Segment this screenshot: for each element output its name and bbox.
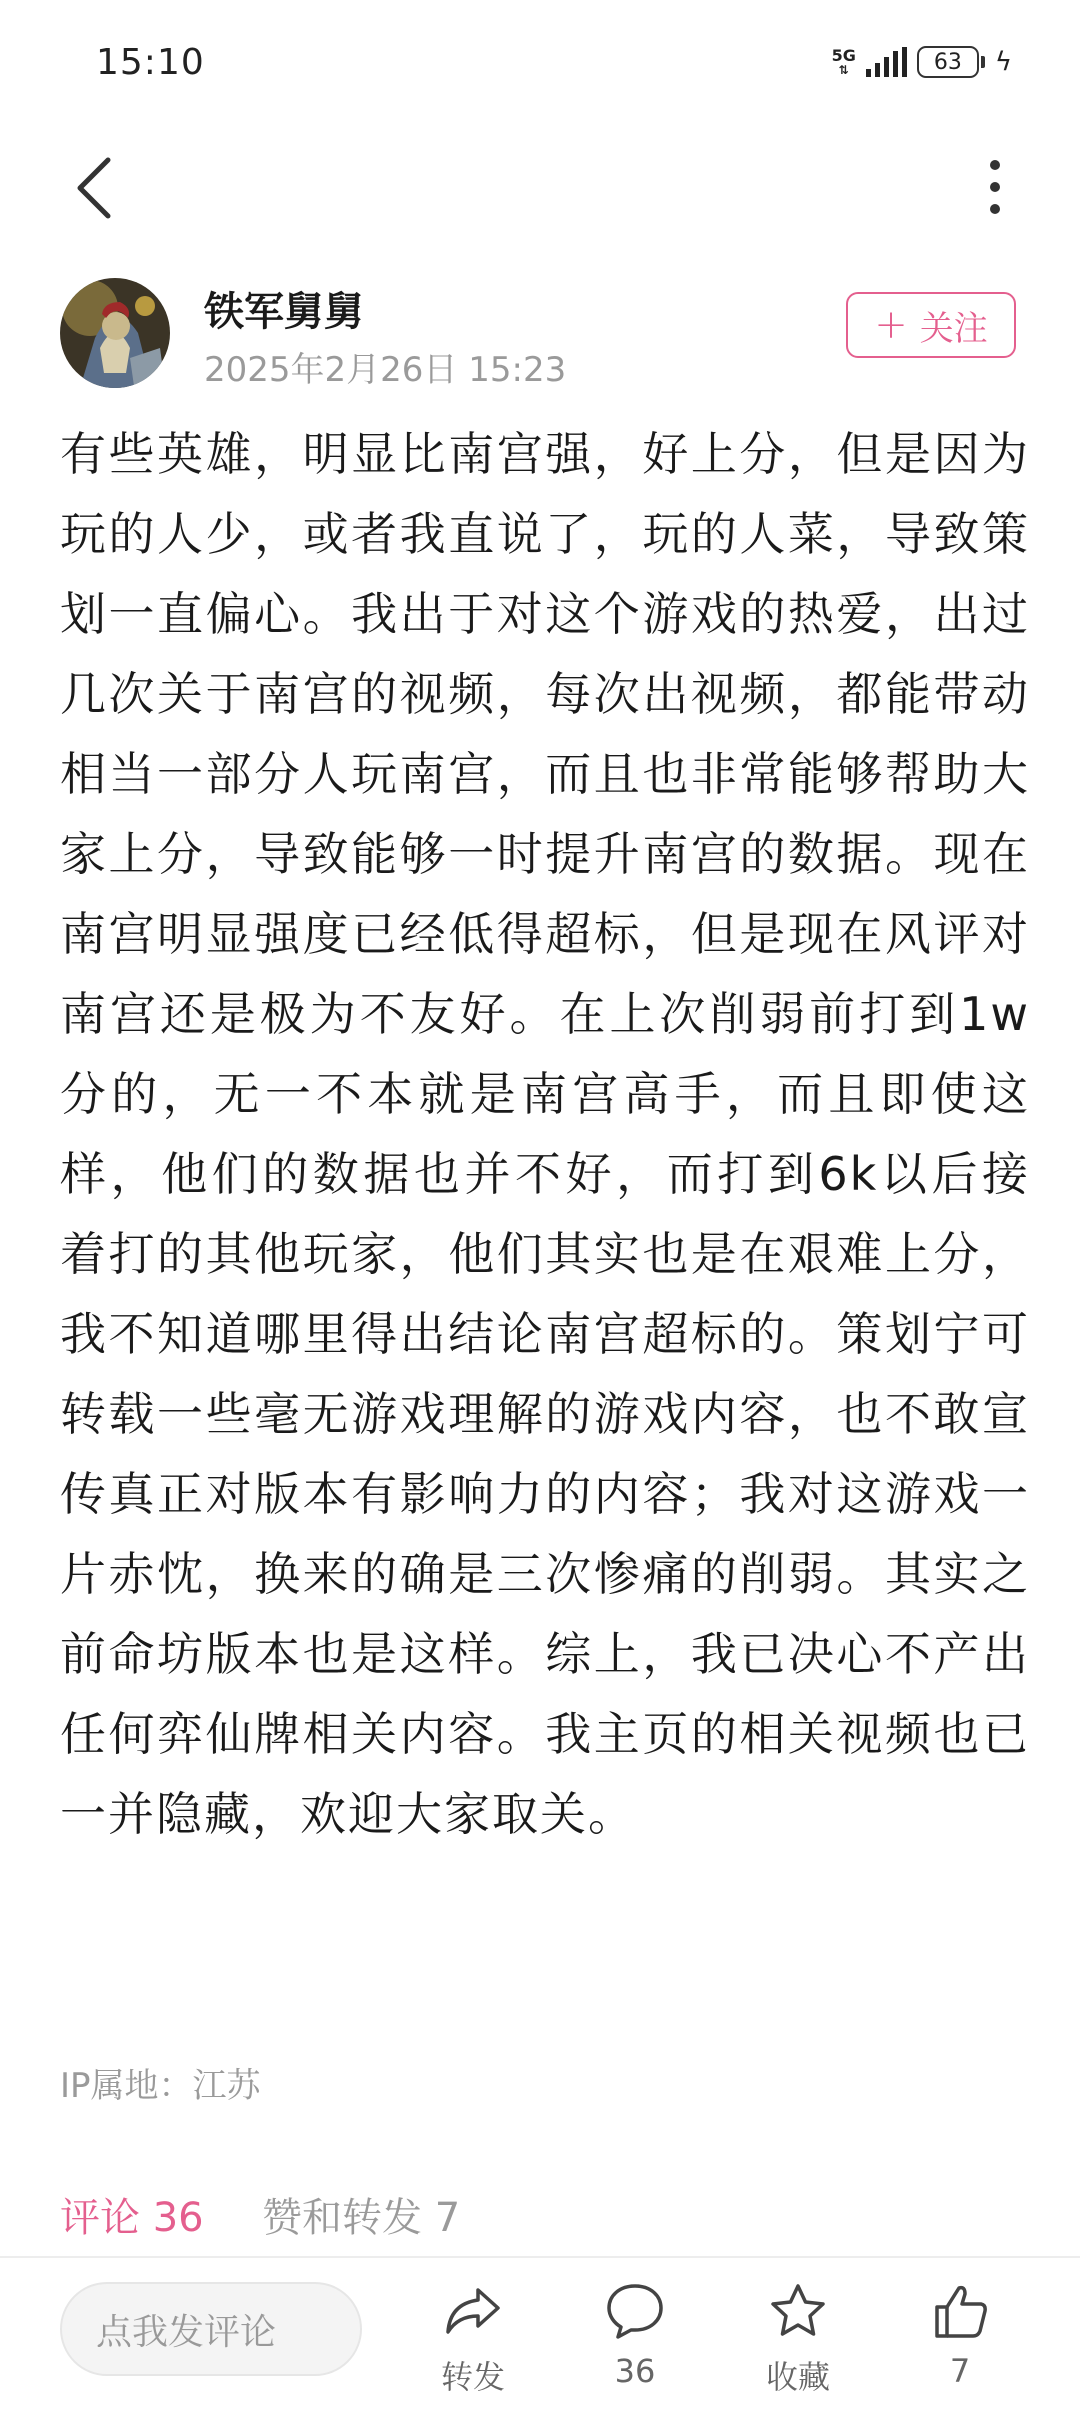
post-timestamp: 2025年2月26日 15:23 (204, 350, 567, 390)
more-vertical-icon-dot (990, 182, 1000, 192)
plus-icon: + (874, 302, 908, 348)
status-icons (832, 46, 1012, 78)
comment-input[interactable]: 点我发评论 (60, 2282, 362, 2376)
avatar-image (60, 278, 170, 388)
signal-strength-icon (866, 47, 907, 77)
post-tabs (0, 2186, 1080, 2256)
more-vertical-icon-dot (990, 160, 1000, 170)
favorite-button[interactable] (738, 2280, 858, 2410)
battery-level: 63 (933, 49, 962, 75)
follow-button[interactable] (846, 292, 1016, 358)
favorite-label: 收藏 (765, 2358, 830, 2396)
chevron-left-icon (62, 148, 132, 228)
comment-button[interactable] (575, 2280, 695, 2410)
star-icon (767, 2280, 829, 2342)
avatar[interactable] (60, 278, 170, 388)
share-label: 转发 (440, 2358, 505, 2396)
post-body-text: 有些英雄，明显比南宫强，好上分，但是因为玩的人少，或者我直说了，玩的人菜，导致策划一直偏心。我出于对这个游戏的热爱，出过几次关于南宫的视频，每次出视频，都能带动相当一部分人玩南宫，而且也非常能够帮助大家上分，导致能够一时提升南宫的数据。现在南宫明显强度已经低得超标，但是现在风评对南宫还是极为不友好。在上次削弱前打到1w分的，无一不本就是南宫高手，而且即使这样，他们的数据也并不好，而打到6k以后接着打的其他玩家，他们其实也是在艰难上分，我不知道哪里得出结论南宫超标的。策划宁可转载一些毫无游戏理解的游戏内容，也不敢宣传真正对版本有影响力的内容；我对这游戏一片赤忱，换来的确是三次惨痛的削弱。其实之前命坊版本也是这样。综上，我已决心不产出任何弈仙牌相关内容。我主页的相关视频也已一并隐藏，欢迎大家取关。 (60, 427, 1030, 1841)
comment-count: 36 (614, 2352, 656, 2390)
back-button[interactable] (62, 148, 132, 228)
author-name[interactable]: 铁军舅舅 (204, 289, 364, 335)
follow-label: 关注 (919, 308, 988, 349)
top-navigation (0, 130, 1080, 240)
comment-bubble-icon (604, 2280, 666, 2342)
ip-location: IP属地：江苏 (60, 2066, 261, 2106)
charging-bolt-icon: ϟ (994, 47, 1012, 77)
status-time: 15:10 (96, 42, 205, 83)
more-vertical-icon-dot (990, 204, 1000, 214)
more-options-button[interactable] (960, 152, 1030, 222)
thumbs-up-icon (929, 2280, 991, 2342)
data-arrows-icon: ⇅ (838, 63, 849, 77)
like-button[interactable] (900, 2280, 1020, 2410)
bottom-action-bar (0, 2256, 1080, 2412)
network-indicator (832, 48, 856, 76)
battery-icon (917, 46, 979, 78)
author-header (0, 272, 1080, 392)
tab-likes-reposts[interactable]: 赞和转发 7 (262, 2195, 461, 2241)
status-bar (0, 0, 1080, 130)
like-count: 7 (949, 2352, 971, 2390)
tab-comments[interactable]: 评论 36 (60, 2195, 204, 2241)
share-arrow-icon (442, 2280, 504, 2342)
network-type-label: 5G (831, 46, 856, 65)
battery-tip (981, 56, 985, 68)
share-button[interactable] (413, 2280, 533, 2410)
